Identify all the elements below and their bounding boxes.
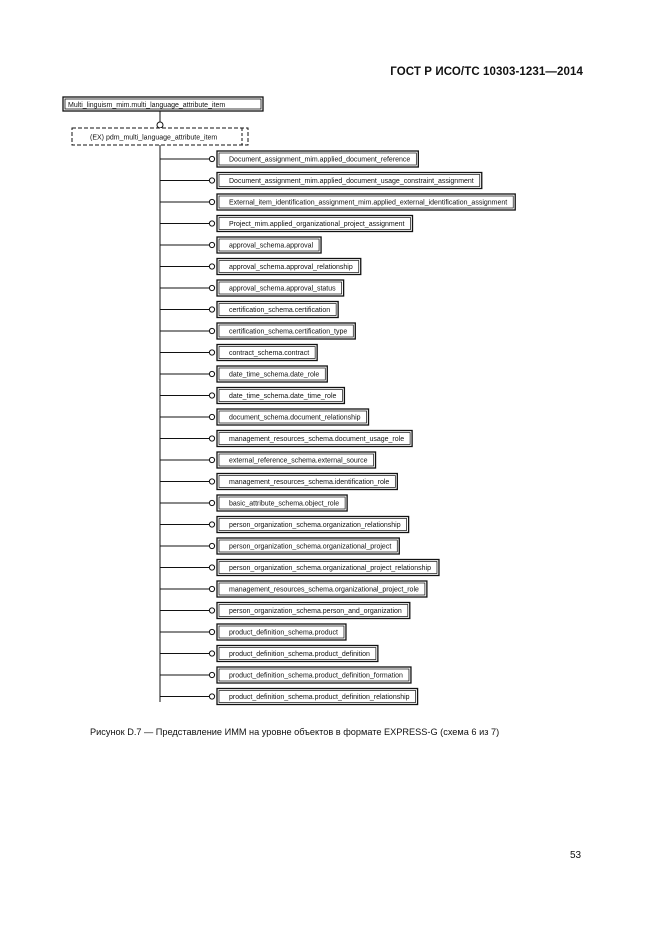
connector-circle [209, 156, 214, 161]
select-item [160, 366, 327, 382]
select-item [160, 323, 355, 339]
connector-circle [209, 371, 214, 376]
entity-label: certification_schema.certification [229, 307, 331, 314]
select-item [160, 581, 427, 597]
entity-label: external_reference_schema.external_source [229, 457, 368, 465]
select-items-group [160, 151, 515, 705]
select-item [160, 603, 410, 619]
entity-label: basic_attribute_schema.object_role [229, 500, 340, 508]
select-item [160, 431, 412, 447]
entity-label: person_organization_schema.organizational_project [229, 543, 392, 551]
entity-label: date_time_schema.date_role [229, 371, 320, 379]
connector-circle [209, 651, 214, 656]
connector-circle [209, 307, 214, 312]
entity-label: product_definition_schema.product_definition_formation [229, 672, 403, 680]
connector-circle [209, 328, 214, 333]
select-item [160, 151, 418, 167]
entity-label: approval_schema.approval_status [229, 285, 336, 293]
root-entity-label: Multi_linguism_mim.multi_language_attribute_item [68, 102, 226, 109]
select-item [160, 474, 397, 490]
root-connector-circle [157, 122, 163, 128]
select-item [160, 280, 344, 296]
connector-circle [209, 264, 214, 269]
entity-label: approval_schema.approval_relationship [229, 264, 353, 271]
entity-label: person_organization_schema.person_and_organization [229, 608, 402, 615]
select-item [160, 237, 321, 253]
entity-label: management_resources_schema.document_usage_role [229, 436, 405, 443]
select-item [160, 517, 409, 533]
entity-label: contract_schema.contract [229, 350, 310, 357]
connector-circle [209, 522, 214, 527]
select-item [160, 345, 317, 361]
entity-label: certification_schema.certification_type [229, 328, 348, 336]
connector-circle [209, 586, 214, 591]
select-item [160, 646, 378, 662]
entity-label: management_resources_schema.identification_role [229, 479, 390, 486]
entity-label: product_definition_schema.product [229, 629, 338, 637]
entity-label: approval_schema.approval [229, 242, 314, 250]
connector-circle [209, 694, 214, 699]
connector-circle [209, 672, 214, 677]
select-item [160, 194, 515, 210]
connector-circle [209, 479, 214, 484]
select-item [160, 452, 376, 468]
entity-label: External_item_identification_assignment_mim.applied_external_identification_assignment [229, 199, 508, 207]
figure-caption: Рисунок D.7 — Представление ИММ на уровне объектов в формате EXPRESS-G (схема 6 из 7) [90, 727, 500, 737]
entity-label: person_organization_schema.organization_relationship [229, 522, 401, 529]
select-item [160, 538, 399, 554]
connector-circle [209, 242, 214, 247]
select-item [160, 667, 411, 683]
select-item [160, 495, 347, 511]
connector-circle [209, 221, 214, 226]
connector-circle [209, 629, 214, 634]
select-item [160, 173, 482, 189]
connector-circle [209, 500, 214, 505]
entity-label: date_time_schema.date_time_role [229, 393, 337, 400]
connector-circle [209, 350, 214, 355]
connector-circle [209, 393, 214, 398]
entity-label: Project_mim.applied_organizational_project_assignment [229, 221, 405, 228]
connector-circle [209, 608, 214, 613]
connector-circle [209, 178, 214, 183]
entity-label: document_schema.document_relationship [229, 414, 361, 422]
select-type-label: (EX) pdm_multi_language_attribute_item [90, 134, 218, 142]
entity-label: management_resources_schema.organizational_project_role [229, 586, 419, 594]
entity-label: product_definition_schema.product_definition_relationship [229, 694, 410, 701]
select-item [160, 689, 418, 705]
connector-circle [209, 565, 214, 570]
entity-label: Document_assignment_mim.applied_document_usage_constraint_assignment [229, 178, 474, 185]
select-item [160, 388, 344, 404]
page-number: 53 [570, 850, 582, 861]
entity-label: person_organization_schema.organizational_project_relationship [229, 565, 431, 572]
connector-circle [209, 543, 214, 548]
connector-circle [209, 457, 214, 462]
connector-circle [209, 414, 214, 419]
connector-circle [209, 199, 214, 204]
select-item [160, 624, 346, 640]
root-entity-group [63, 97, 263, 128]
select-item [160, 560, 439, 576]
select-item [160, 409, 369, 425]
connector-circle [209, 285, 214, 290]
document-header: ГОСТ Р ИСО/ТС 10303-1231—2014 [390, 66, 583, 78]
entity-label: product_definition_schema.product_definition [229, 651, 370, 658]
connector-circle [209, 436, 214, 441]
entity-label: Document_assignment_mim.applied_document_reference [229, 156, 411, 164]
select-item [160, 216, 413, 232]
select-item [160, 302, 338, 318]
select-item [160, 259, 361, 275]
